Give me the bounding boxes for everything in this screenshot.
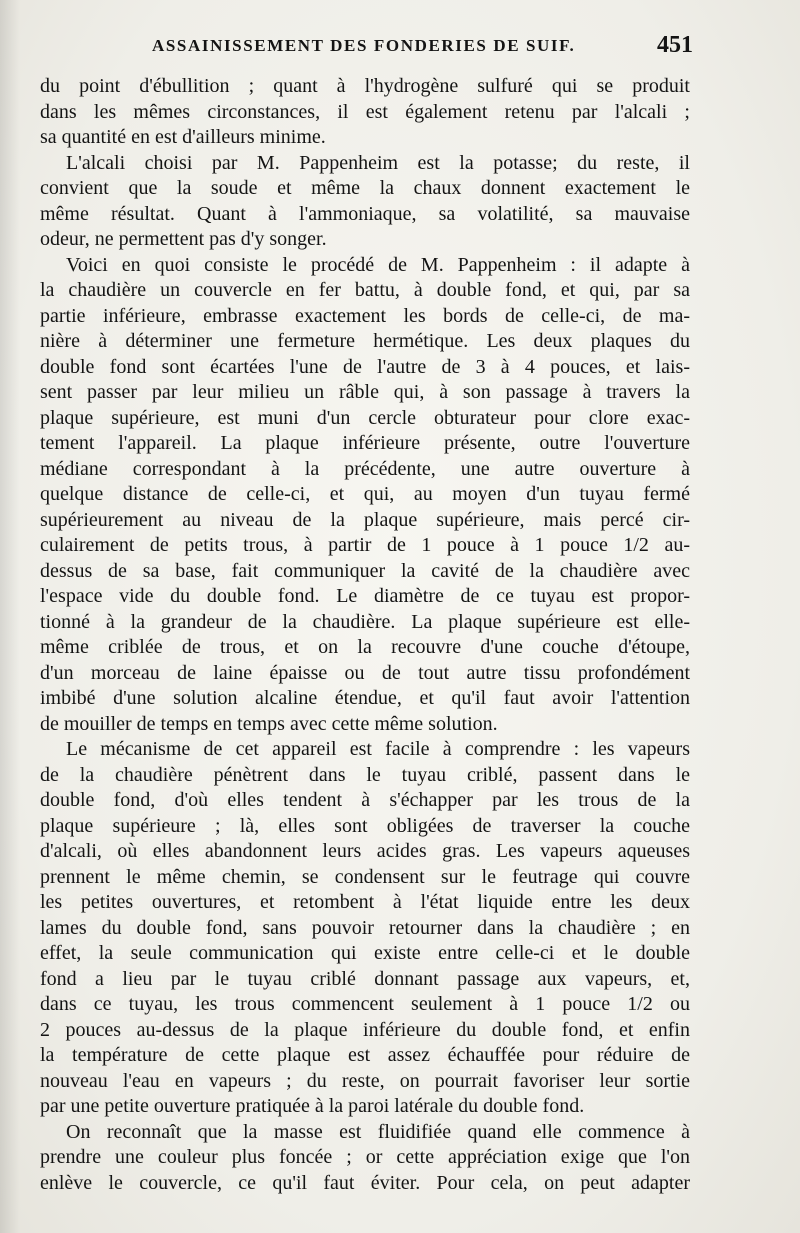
text-line: prendre une couleur plus foncée ; or cette appréciation exige que l'on <box>40 1146 690 1168</box>
text-line: double fond, d'où elles tendent à s'échapper par les trous de la <box>40 789 690 811</box>
text-line: dessus de sa base, fait communiquer la cavité de la chaudière avec <box>40 559 690 582</box>
text-line: dans ce tuyau, les trous commencent seulement à 1 pouce 1/2 ou <box>40 993 690 1015</box>
text-line: supérieurement au niveau de la plaque supérieure, mais percé cir- <box>40 508 690 531</box>
binding-shadow <box>0 0 20 1233</box>
body-text <box>40 74 690 1196</box>
text-line: 2 pouces au-dessus de la plaque inférieure du double fond, et enfin <box>40 1018 690 1041</box>
text-line: par une petite ouverture pratiquée à la paroi latérale du double fond. <box>40 1095 585 1117</box>
text-line: tement l'appareil. La plaque inférieure présente, outre l'ouverture <box>40 432 690 454</box>
text-line: même criblée de trous, et on la recouvre d'une couche d'étoupe, <box>40 636 690 658</box>
text-line: sa quantité en est d'ailleurs minime. <box>40 126 326 148</box>
text-line: L'alcali choisi par M. Pappenheim est la potasse; du reste, il <box>66 151 690 174</box>
text-line: dans les mêmes circonstances, il est également retenu par l'alcali ; <box>40 100 690 123</box>
text-line: convient que la soude et même la chaux donnent exactement le <box>40 177 690 199</box>
text-line: les petites ouvertures, et retombent à l'état liquide entre les deux <box>40 891 690 913</box>
text-line: la chaudière un couvercle en fer battu, à double fond, et qui, par sa <box>40 279 690 301</box>
text-line: prennent le même chemin, se condensent sur le feutrage qui couvre <box>40 865 690 888</box>
text-line: nière à déterminer une fermeture hermétique. Les deux plaques du <box>40 330 690 352</box>
text-line: même résultat. Quant à l'ammoniaque, sa volatilité, sa mauvaise <box>40 202 690 225</box>
page-number: 451 <box>657 32 693 58</box>
text-line: On reconnaît que la masse est fluidifiée quand elle commence à <box>66 1120 690 1143</box>
paragraph-2 <box>40 151 690 253</box>
text-line: de la chaudière pénètrent dans le tuyau criblé, passent dans le <box>40 763 690 786</box>
text-line: médiane correspondant à la précédente, une autre ouverture à <box>40 457 690 480</box>
text-line: d'alcali, où elles abandonnent leurs acides gras. Les vapeurs aqueuses <box>40 840 690 862</box>
paragraph-3 <box>40 253 690 738</box>
text-line: enlève le couvercle, ce qu'il faut éviter. Pour cela, on peut adapter <box>40 1171 690 1194</box>
text-line: culairement de petits trous, à partir de 1 pouce à 1 pouce 1/2 au- <box>40 534 690 556</box>
text-line: la température de cette plaque est assez échauffée pour réduire de <box>40 1044 690 1066</box>
text-line: odeur, ne permettent pas d'y songer. <box>40 228 327 250</box>
text-line: nouveau l'eau en vapeurs ; du reste, on pourrait favoriser leur sortie <box>40 1069 690 1092</box>
paragraph-1 <box>40 74 690 151</box>
text-line: effet, la seule communication qui existe entre celle-ci et le double <box>40 942 690 964</box>
paragraph-5 <box>40 1120 690 1197</box>
text-line: l'espace vide du double fond. Le diamètre de ce tuyau est propor- <box>40 585 690 607</box>
text-line: d'un morceau de laine épaisse ou de tout autre tissu profondément <box>40 661 690 684</box>
text-line: partie inférieure, embrasse exactement les bords de celle-ci, de ma- <box>40 304 690 327</box>
text-line: plaque supérieure, est muni d'un cercle obturateur pour clore exac- <box>40 406 690 429</box>
text-line: double fond sont écartées l'une de l'autre de 3 à 4 pouces, et lais- <box>40 355 690 378</box>
text-line: Voici en quoi consiste le procédé de M. Pappenheim : il adapte à <box>66 253 690 276</box>
text-line: quelque distance de celle-ci, et qui, au moyen d'un tuyau fermé <box>40 483 690 505</box>
text-line: sent passer par leur milieu un râble qui, à son passage à travers la <box>40 381 690 403</box>
text-line: de mouiller de temps en temps avec cette même solution. <box>40 712 498 735</box>
page-header <box>40 26 693 66</box>
text-line: du point d'ébullition ; quant à l'hydrogène sulfuré qui se produit <box>40 75 690 97</box>
text-line: fond a lieu par le tuyau criblé donnant passage aux vapeurs, et, <box>40 967 690 990</box>
running-title: ASSAINISSEMENT DES FONDERIES DE SUIF. <box>152 36 576 55</box>
paragraph-4 <box>40 737 690 1120</box>
text-line: tionné à la grandeur de la chaudière. La plaque supérieure est elle- <box>40 610 690 633</box>
text-line: Le mécanisme de cet appareil est facile à comprendre : les vapeurs <box>66 738 690 760</box>
text-line: plaque supérieure ; là, elles sont obligées de traverser la couche <box>40 814 690 837</box>
text-line: lames du double fond, sans pouvoir retourner dans la chaudière ; en <box>40 916 690 939</box>
text-line: imbibé d'une solution alcaline étendue, et qu'il faut avoir l'attention <box>40 687 690 709</box>
